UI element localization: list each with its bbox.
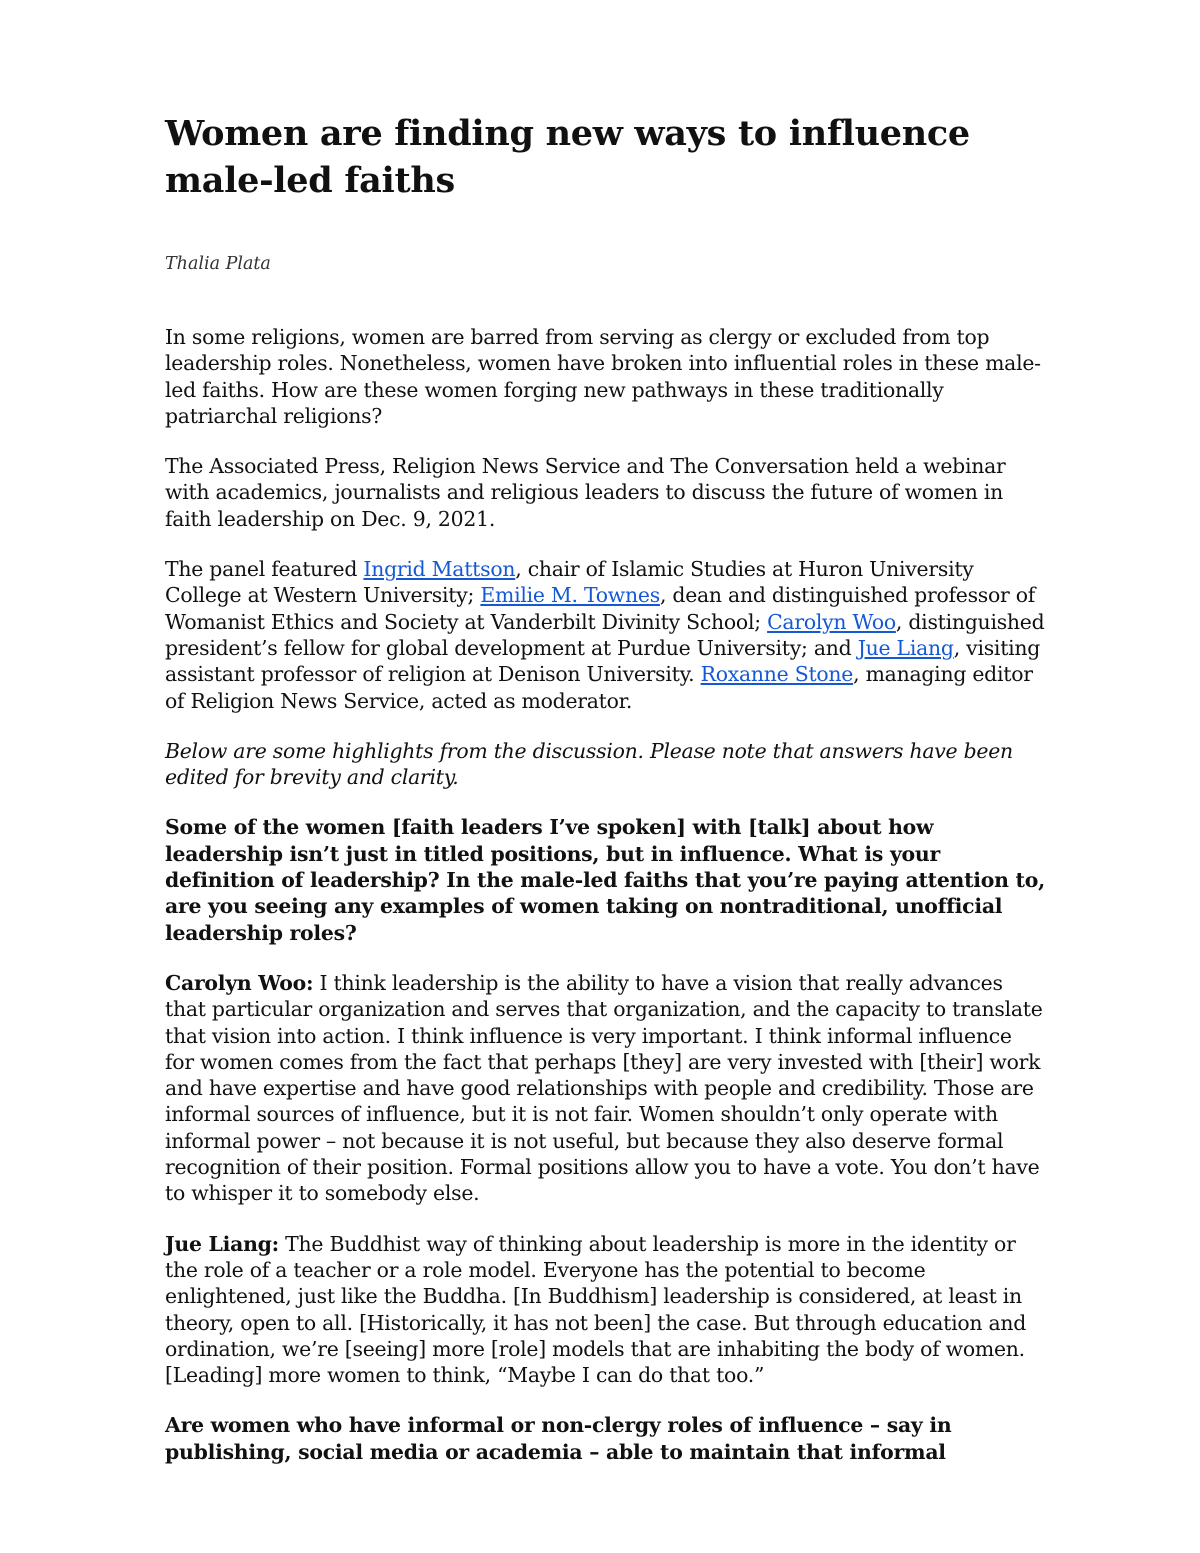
answer-jue-liang [165,1231,1045,1389]
link-ingrid-mattson[interactable]: Ingrid Mattson [363,557,516,582]
question-1: Some of the women [faith leaders I’ve spoken] with [talk] about how leadership isn’t just in titled positions, but in influence. What is your definition of leadership? In the male-led faiths that you’re paying attention to, are you seeing any examples of women taking on nontraditional, unofficial leadership roles? [165,815,1045,945]
panel-text: , visiting assistant professor of religion at Denison University. [165,635,1041,687]
article-title: Women are finding new ways to influence male-led faiths [165,113,970,201]
panel-text: , managing editor of Religion News Service, acted as moderator. [165,662,1033,713]
link-emilie-townes[interactable]: Emilie M. Townes [480,583,660,608]
answer-text: I think leadership is the ability to have a vision that really advances that particular organization and serves that organization, and the capacity to translate that vision into action. I think influence is very important. I think informal influence for women comes from the fact that perhaps [they] are very invested with [their] work and have expertise and have good relationships with people and credibility. Those are informal sources of influence, but it is not fair. Women shouldn’t only operate with informal power – not because it is not useful, but because they also deserve formal recognition of their position. Formal positions allow you to have a vote. You don’t have to whisper it to somebody else. [165,970,1043,1206]
link-roxanne-stone[interactable]: Roxanne Stone [700,662,854,687]
author-byline: Thalia Plata [165,254,271,274]
panel-paragraph [165,556,1045,714]
speaker-name: Carolyn Woo: [165,970,314,995]
question-2: Are women who have informal or non-clergy roles of influence – say in publishing, social media or academia – able to maintain that informal [165,1413,952,1464]
panel-text: , distinguished president’s fellow for global development at Purdue University; and [165,609,1045,660]
speaker-name: Jue Liang: [165,1231,279,1256]
webinar-paragraph: The Associated Press, Religion News Service and The Conversation held a webinar with academics, journalists and religious leaders to discuss the future of women in faith leadership on Dec. 9, 2021. [165,454,1006,531]
panel-text: , chair of Islamic Studies at Huron University College at Western University; [165,557,974,608]
link-jue-liang[interactable]: Jue Liang [857,635,954,660]
panel-text: The panel featured [165,557,364,582]
answer-carolyn-woo [165,970,1045,1207]
intro-paragraph: In some religions, women are barred from serving as clergy or excluded from top leadership roles. Nonetheless, women have broken into influential roles in these male-led faiths. How are these women forging new pathways in these traditionally patriarchal religions? [165,325,1041,428]
document-page [165,110,1045,1465]
panel-text: , dean and distinguished professor of Womanist Ethics and Society at Vanderbilt Divinity School; [165,583,1036,634]
editor-note: Below are some highlights from the discussion. Please note that answers have been edited for brevity and clarity. [165,738,1013,790]
link-carolyn-woo[interactable]: Carolyn Woo [767,609,896,634]
answer-text: The Buddhist way of thinking about leadership is more in the identity or the role of a teacher or a role model. Everyone has the potential to become enlightened, just like the Buddha. [In Buddhism] leadership is considered, at least in theory, open to all. [Historically, it has not been] the case. But through education and ordination, we’re [seeing] more [role] models that are inhabiting the body of women. [Leading] more women to think, “Maybe I can do that too.” [165,1231,1027,1388]
